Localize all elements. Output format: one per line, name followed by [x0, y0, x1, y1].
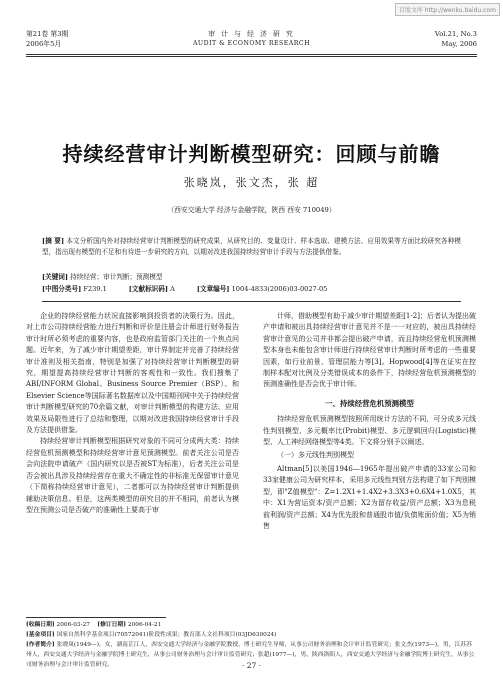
- abstract-label: [摘 要]: [42, 237, 65, 245]
- date-en: May, 2006: [441, 40, 477, 48]
- abstract-rule: [42, 301, 461, 302]
- subsection-heading: （一）多元线性判别模型: [277, 451, 354, 460]
- journal-name-cn: 审 计 与 经 济 研 究: [208, 30, 295, 38]
- page-number: · 27 ·: [241, 661, 262, 670]
- authors: 张晓岚，张文杰，张 超: [183, 176, 320, 189]
- footnote-fund: [26, 630, 477, 640]
- doc-code-entry: [129, 284, 175, 295]
- watermark-badge: 百度文库 http://wenku.baidu.com: [395, 3, 500, 16]
- body-paragraph: 企业的持续经营能力状况直接影响到投资者的决策行为。因此，对上市公司持续经营能力进行判断和评价是注册会计师进行财务报告审计时所必须考虑的重要内容，也是政府监管部门关注的一个焦点问题。近年来，为了减少审计期望差距，审计界制定并完善了持续经营审计准则及相关指南，特别是加强了对持续经营审计判断模型的研究，期望提高持续经营审计判断的客观性和一致性。我们搜集了ABI/INFORM Global、Business Source Premier（BSP）、和Elsevier Science等国际著名数据库以及中国期刊网中关于持续经营审计判断模型研究的70余篇文献，对审计判断模型的构建方法、应用效果及局限性进行了总结和整理，以期对改进我国持续经营审计手段及方法提供借鉴。: [26, 312, 239, 435]
- volume-cn: 第21卷 第3期: [26, 30, 69, 38]
- received-label: [收稿日期]: [26, 622, 55, 628]
- keywords-text: 持续经营；审计判断；预测模型: [70, 273, 163, 281]
- keywords: [42, 272, 461, 283]
- body-paragraph: 持续经营危机预测模型按照所用统计方法的不同，可分成多元线性判别模型、多元概率比(Probit)模型、多元逻辑回归(Logistic)模型、人工神经网络模型等4类。下文将分别予以阐述。: [263, 415, 476, 447]
- received-date: 2006-03-27: [56, 622, 90, 628]
- affiliation: （西安交通大学 经济与金融学院，陕西 西安 710049）: [167, 206, 336, 214]
- abstract-text: 本文分析国内外对持续经营审计判断模型的研究成果，从研究目的、变量设计、样本选取、建模方法、应用效果等方面比较研究各种模型，指出现有模型的不足和有待进一步研究的方向，以期对改进我国持续经营审计手段与方法提供借鉴。: [42, 237, 461, 256]
- volume-en: Vol.21, No.3: [434, 30, 477, 38]
- body-paragraph: Altman[5]以美国1946—1965年提出破产申请的33家公司和33家健康公司为研究样本，采用多元线性判别方法构建了如下判别模型，即"Z值模型"：Z=1.2X1+1.4X2+3.3X3+0.6X4+1.0X5，其中：X1为营运资本/资产总额；X2为留存收益/资产总额；X3为息税前利润/资产总额；X4为优先股和普通股市值/负债账面价值；X5为销售: [263, 464, 476, 530]
- header-rule: [26, 54, 477, 57]
- article-id-entry: [197, 284, 327, 295]
- fund-label: [基金项目]: [26, 632, 55, 638]
- clc-value: F239.1: [83, 285, 107, 293]
- journal-name-en: AUDIT & ECONOMY RESEARCH: [192, 40, 311, 47]
- section-heading: 一、持续经营危机预测模型: [325, 398, 414, 408]
- article-id-value: 1004-4833(2006)03-0027-05: [231, 285, 328, 293]
- paper-title: 持续经营审计判断模型研究：回顾与前瞻: [62, 142, 441, 166]
- classification-row: [42, 284, 461, 295]
- article-id-label: [文章编号]: [196, 285, 230, 293]
- doc-code-label: [文献标识码]: [128, 285, 168, 293]
- keywords-label: [关键词]: [42, 273, 69, 281]
- date-cn: 2006年5月: [26, 40, 62, 48]
- revised-label: [修订日期]: [97, 622, 127, 628]
- fund-text: 国家自然科学基金项目(70572041)阶段性成果；教育部人文社科项目(03JD630024): [56, 632, 277, 638]
- footnote-dates: [26, 620, 477, 630]
- clc-entry: [42, 284, 107, 295]
- body-paragraph: 计师，借助模型有助于减少审计期望差距[1-2]；后者认为提出破产申请和被出具持续经营审计意见并不是一一对应的，被出具持续经营审计意见的公司并非都会提出破产申请，而且持续经营危机预测模型本身也未能包含审计师进行持续经营审计判断时所考虑的一些重要因素，如行业前景、管理层能力等[3]。Hopwood[4]等在证实在控制样本配对比例及分类错误成本的条件下，持续经营危机预测模型的预测准确性是否会优于审计师。: [263, 312, 476, 389]
- journal-header: [26, 29, 477, 53]
- footnote-rule: [26, 617, 166, 618]
- clc-label: [中图分类号]: [42, 285, 82, 293]
- revised-date: 2006-04-21: [127, 622, 162, 628]
- body-column-right: [263, 311, 476, 532]
- author-bio-text: 张晓岚(1949—)，女，湖南芷江人，西安交通大学经济与金融学院教授，博士研究生导师，从事公司财务治理和会计审计监管研究；张文杰(1973—)，男，江苏苏州人，西安交通大学经济与金融学院博士研究生，从事公司财务治理与会计审计监管研究；张超(1977—)，男，陕西洛阳人，西安交通大学经济与金融学院博士研究生，从事公司财务治理与会计审计监管研究。: [26, 642, 475, 668]
- body-paragraph: 持续经营审计判断模型根据研究对象的不同可分成两大类：持续经营危机预测模型和持续经营审计意见预测模型。前者关注公司是否会向法院申请破产（国内研究以是否被ST为标准），后者关注公司是否会被出具涉及持续经营存在重大不确定性的非标准无保留审计意见（下简称持续经营审计意见），二者都可以为持续经营审计判断提供辅助决策信息。但是，这两类模型的研究目的并不相同，前者认为模型在预测公司是否破产的准确性上要高于审: [26, 437, 239, 514]
- doc-code-value: A: [170, 285, 175, 293]
- abstract: [42, 236, 461, 258]
- body-column-left: [26, 311, 239, 516]
- author-bio-label: [作者简介]: [26, 642, 55, 648]
